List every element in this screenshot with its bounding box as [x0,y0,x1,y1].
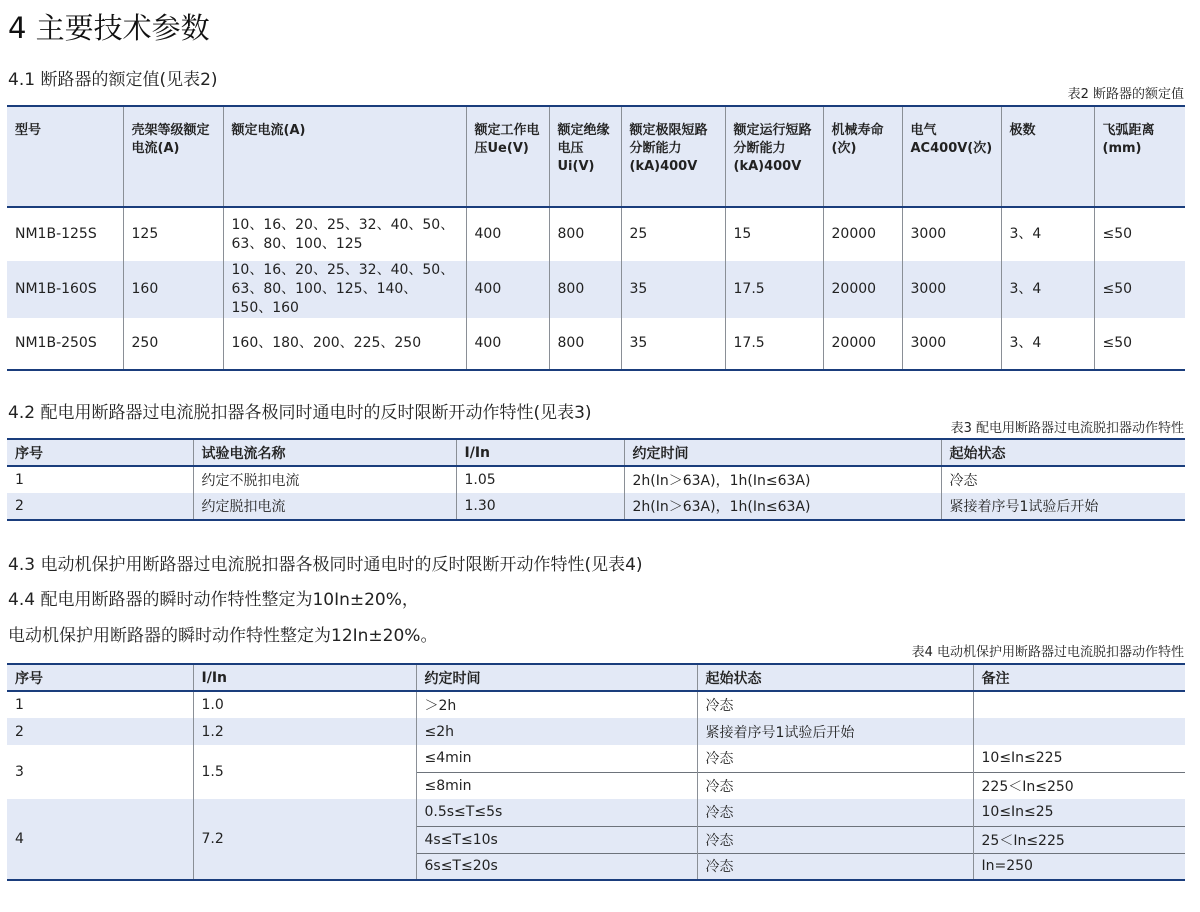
col-header-initial-state: 起始状态 [941,439,1185,466]
table-header-row [7,106,1185,207]
cell: ≤2h [416,718,697,745]
section-4-2-title: 4.2 配电用断路器过电流脱扣器各极同时通电时的反时限断开动作特性(见表3) [8,403,592,423]
col-header-mechanical-life: 机械寿命(次) [823,106,902,207]
cell: ≤50 [1094,318,1185,370]
col-header-rated-current: 额定电流(A) [223,106,466,207]
col-header-arc-distance: 飞弧距离(mm) [1094,106,1185,207]
table-3-caption: 表3 配电用断路器过电流脱扣器动作特性 [950,421,1184,436]
section-4-4-line2: 电动机保护用断路器的瞬时动作特性整定为12In±20%。 [8,626,438,646]
cell [973,691,1185,718]
motor-protection-trip-table [7,663,1185,881]
col-header-model: 型号 [7,106,123,207]
table-2-caption: 表2 断路器的额定值 [1067,87,1184,102]
cell: 冷态 [697,853,973,880]
cell: 7.2 [193,799,416,880]
cell: ≤50 [1094,261,1185,318]
cell: 紧接着序号1试验后开始 [941,493,1185,520]
col-header-service-breaking: 额定运行短路分断能力(kA)400V [725,106,823,207]
cell: 1.5 [193,745,416,799]
cell: In=250 [973,853,1185,880]
cell: 3、4 [1001,207,1094,261]
cell: 约定脱扣电流 [193,493,456,520]
table-row [7,466,1185,493]
cell: NM1B-125S [15,226,97,242]
cell: 400 [466,318,549,370]
cell: ≤50 [1094,207,1185,261]
cell: 800 [549,261,621,318]
cell: 10、16、20、25、32、40、50、63、80、100、125、140、150、160 [223,261,466,318]
col-header-no: 序号 [7,664,193,691]
col-header-conventional-time: 约定时间 [624,439,941,466]
table-4-caption: 表4 电动机保护用断路器过电流脱扣器动作特性 [911,645,1184,660]
cell: 15 [725,207,823,261]
cell: 10≤In≤225 [973,745,1185,772]
cell: ≤8min [416,772,697,799]
cell: 160、180、200、225、250 [223,318,466,370]
table-row [7,207,1185,261]
cell: 250 [123,318,223,370]
cell: 10≤In≤25 [973,799,1185,826]
table-header-row [7,439,1185,466]
table-row [7,318,1185,370]
cell: 160 [123,261,223,318]
cell: 冷态 [941,466,1185,493]
cell: NM1B-160S [15,281,97,297]
cell: 20000 [823,318,902,370]
cell: 17.5 [725,318,823,370]
cell: 4s≤T≤10s [416,826,697,853]
cell: 35 [621,318,725,370]
cell: 1.30 [456,493,624,520]
col-header-frame-current: 壳架等级额定电流(A) [123,106,223,207]
cell: 20000 [823,207,902,261]
cell: 400 [466,207,549,261]
col-header-electrical-life: 电气AC400V(次) [902,106,1001,207]
cell: ＞2h [416,691,697,718]
cell: 17.5 [725,261,823,318]
section-4-3-title: 4.3 电动机保护用断路器过电流脱扣器各极同时通电时的反时限断开动作特性(见表4) [8,555,643,575]
cell: 冷态 [697,745,973,772]
cell: 3000 [902,207,1001,261]
cell: 冷态 [697,691,973,718]
cell: 1.2 [193,718,416,745]
cell: 3、4 [1001,318,1094,370]
cell: 2h(In＞63A)，1h(In≤63A) [624,466,941,493]
cell: 400 [466,261,549,318]
col-header-initial-state: 起始状态 [697,664,973,691]
cell: 6s≤T≤20s [416,853,697,880]
cell: 紧接着序号1试验后开始 [697,718,973,745]
table-row [7,261,1185,318]
cell: 0.5s≤T≤5s [416,799,697,826]
cell: 25＜In≤225 [973,826,1185,853]
table-row [7,691,1185,718]
cell: 3000 [902,261,1001,318]
section-4-4-line1: 4.4 配电用断路器的瞬时动作特性整定为10In±20%， [8,590,419,610]
rated-values-table [7,105,1185,371]
cell: 1 [15,697,24,713]
cell: ≤4min [416,745,697,772]
section-4-1-title: 4.1 断路器的额定值(见表2) [8,70,218,90]
col-header-poles: 极数 [1001,106,1094,207]
cell: 3、4 [1001,261,1094,318]
col-header-ratio: I/In [193,664,416,691]
cell: 800 [549,207,621,261]
cell: 1.0 [193,691,416,718]
cell: 25 [621,207,725,261]
col-header-rated-voltage: 额定工作电压Ue(V) [466,106,549,207]
table-row [7,745,1185,772]
cell: 冷态 [697,772,973,799]
cell: 2h(In＞63A)，1h(In≤63A) [624,493,941,520]
cell: 冷态 [697,826,973,853]
cell: 3000 [902,318,1001,370]
col-header-insulation-voltage: 额定绝缘电压Ui(V) [549,106,621,207]
cell: 2 [15,723,24,740]
col-header-ratio: I/In [456,439,624,466]
col-header-conventional-time: 约定时间 [416,664,697,691]
cell: 35 [621,261,725,318]
cell: 1.05 [456,466,624,493]
cell: 3 [15,764,24,780]
cell: 225＜In≤250 [973,772,1185,799]
table-row [7,799,1185,826]
table-row [7,493,1185,520]
table-row [7,718,1185,745]
distribution-trip-table [7,438,1185,521]
col-header-test-current: 试验电流名称 [193,439,456,466]
cell: 800 [549,318,621,370]
page-heading: 4 主要技术参数 [8,11,210,45]
cell: 约定不脱扣电流 [193,466,456,493]
cell: 20000 [823,261,902,318]
cell: NM1B-250S [15,335,97,351]
cell [973,718,1185,745]
cell: 10、16、20、25、32、40、50、63、80、100、125 [223,207,466,261]
cell: 冷态 [697,799,973,826]
col-header-ultimate-breaking: 额定极限短路分断能力(kA)400V [621,106,725,207]
table-header-row [7,664,1185,691]
cell: 4 [15,831,24,847]
cell: 125 [123,207,223,261]
col-header-no: 序号 [7,439,193,466]
col-header-remarks: 备注 [973,664,1185,691]
cell: 1 [15,472,24,488]
cell: 2 [15,498,24,514]
